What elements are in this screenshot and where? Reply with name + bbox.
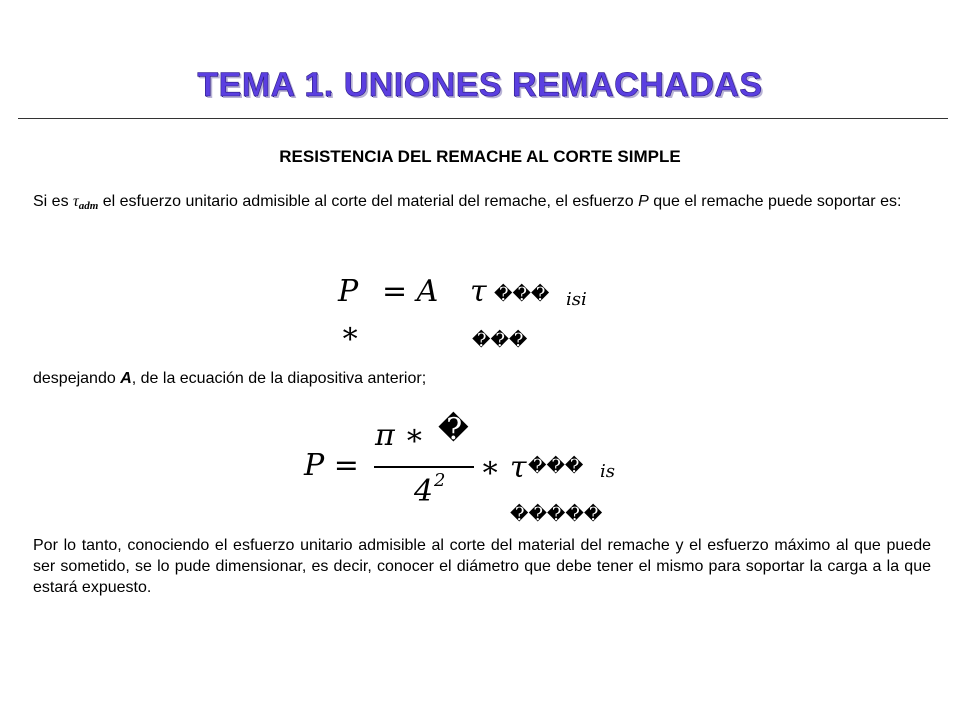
eq2-denominator-exponent: 2 [434, 470, 446, 491]
slide-title: TEMA 1. UNIONES REMACHADAS [197, 66, 763, 104]
eq2-numerator: 𝜋 ∗ [375, 418, 425, 453]
tau-symbol: τ [73, 193, 79, 210]
derivation-text-b: , de la ecuación de la diapositiva anterior; [131, 370, 427, 387]
eq2-garbled-a: ��� [528, 456, 584, 477]
intro-text-c: que el remache puede soportar es: [648, 193, 902, 210]
eq1-subscript: 𝑖𝑠𝑖 [566, 289, 587, 310]
eq2-fraction-bar [374, 466, 474, 468]
intro-text-b: el esfuerzo unitario admisible al corte del material del remache, el esfuerzo [98, 193, 639, 210]
eq1-tau: 𝜏 [470, 274, 487, 309]
eq1-P: 𝑃 [338, 274, 359, 309]
derivation-paragraph [33, 368, 931, 390]
eq2-subscript: 𝑖𝑠 [600, 461, 615, 482]
force-variable: P [638, 193, 649, 210]
eq2-numerator-garbled: � [438, 412, 469, 447]
tau-subscript: adm [78, 200, 99, 212]
intro-text-a: Si es [33, 193, 74, 210]
area-variable: A [120, 370, 132, 387]
eq1-star: ∗ [340, 316, 361, 351]
eq1-garbled-a: ��� [494, 284, 550, 305]
eq1-equals-A: = 𝐴 [382, 274, 439, 309]
title-divider [18, 118, 948, 119]
eq2-lhs: 𝑃 = [304, 448, 359, 483]
intro-paragraph [33, 191, 931, 217]
eq1-garbled-b: ��� [472, 330, 528, 351]
eq2-rhs: ∗ 𝜏 [480, 450, 527, 485]
conclusion-paragraph: Por lo tanto, conociendo el esfuerzo unitario admisible al corte del material del remache y el esfuerzo máximo al que puede ser sometido, se lo pude dimensionar, es decir, conocer el diámetro que debe tener el mismo para soportar la carga a la que estará expuesto. [33, 537, 931, 596]
derivation-text-a: despejando [33, 370, 121, 387]
section-heading: RESISTENCIA DEL REMACHE AL CORTE SIMPLE [279, 147, 681, 166]
eq2-denominator: 4 [414, 474, 434, 509]
eq2-garbled-b: ����� [510, 504, 603, 525]
